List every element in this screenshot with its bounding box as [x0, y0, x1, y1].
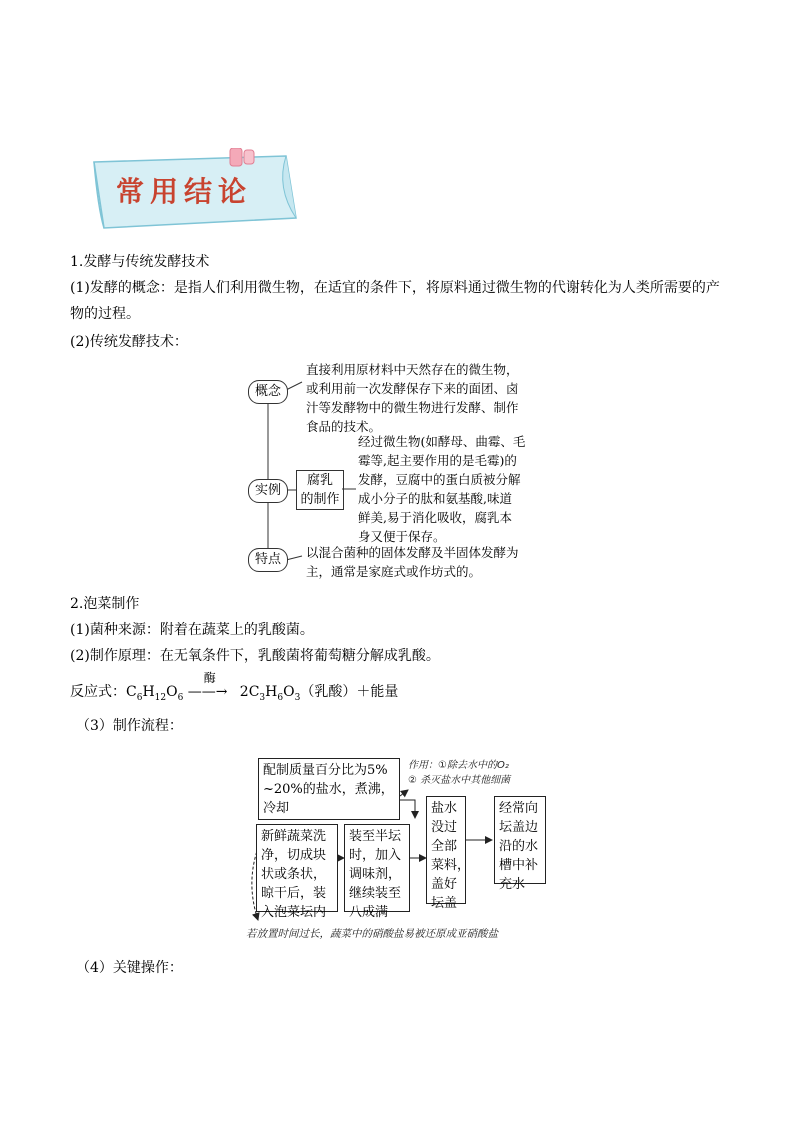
flow-box-fill-jar-line: 八成满	[349, 905, 389, 920]
example-box-line: 腐乳	[306, 473, 333, 488]
flow-box-water-seal-line: 槽中补	[499, 858, 539, 873]
concept-line: 或利用前一次发酵保存下来的面团、卤	[306, 381, 519, 396]
example-line: 成小分子的肽和氨基酸,味道	[358, 491, 512, 506]
flow-box-vegetables-line: 入泡菜坛内	[261, 905, 327, 920]
flow-box-fill-jar-line: 装至半坛	[349, 829, 402, 844]
flow-box-vegetables-line: 晾干后，装	[261, 886, 327, 901]
concept-line: 直接利用原材料中天然存在的微生物，	[306, 362, 519, 377]
concept-label: 概念	[248, 380, 288, 404]
example-line: 身又便于保存。	[358, 529, 446, 544]
example-line: 发酵，豆腐中的蛋白质被分解	[358, 472, 521, 487]
flow-box-water-seal	[494, 796, 546, 892]
example-label: 实例	[248, 479, 288, 503]
section2-p3: （3）制作流程：	[76, 718, 183, 734]
flow-box-cover-brine-line: 坛盖	[431, 896, 458, 911]
flow-box-vegetables-line: 状或条状，	[261, 867, 327, 882]
flow-box-fill-jar-line: 调味剂，	[349, 867, 402, 882]
flow-note-line: ② 杀灭盐水中其他细菌	[408, 775, 511, 786]
example-box	[296, 470, 344, 510]
flow-box-fill-jar-line: 时，加入	[349, 848, 402, 863]
flow-box-brine-line: 配制质量百分比为5%	[263, 763, 388, 778]
section2-p1: (1)菌种来源：附着在蔬菜上的乳酸菌。	[70, 622, 314, 638]
concept-text	[306, 360, 519, 436]
feature-line: 以混合菌种的固体发酵及半固体发酵为	[306, 545, 519, 560]
example-line: 鲜美,易于消化吸收，腐乳本	[358, 510, 512, 525]
section1-p1-line1: (1)发酵的概念：是指人们利用微生物，在适宜的条件下，将原料通过微生物的代谢转化为人类所需要的产	[70, 280, 720, 296]
equation	[70, 671, 399, 708]
section1-heading: 1.发酵与传统发酵技术	[70, 254, 210, 270]
flow-box-cover-brine-line: 盖好	[431, 877, 458, 892]
example-box-line: 的制作	[300, 492, 340, 507]
flow-box-vegetables	[256, 824, 338, 920]
example-line: 经过微生物(如酵母、曲霉、毛	[358, 434, 526, 449]
feature-line: 主，通常是家庭式或作坊式的。	[306, 564, 482, 579]
flow-box-vegetables-line: 净，切成块	[261, 848, 327, 863]
section2-heading: 2.泡菜制作	[70, 596, 140, 612]
equation-product: $2C_3H_6O_3$（乳酸）＋能量	[239, 684, 399, 703]
flow-box-water-seal-line: 充水	[499, 877, 526, 892]
example-text	[358, 432, 525, 546]
section1-p2: (2)传统发酵技术：	[70, 334, 188, 350]
flow-box-cover-brine-line: 盐水	[431, 801, 458, 816]
section2-p4: （4）关键操作：	[76, 960, 183, 976]
flow-box-fill-jar	[344, 824, 410, 920]
flow-bottom-note: 若放置时间过长，蔬菜中的硝酸盐易被还原成亚硝酸盐	[246, 928, 498, 940]
flow-box-water-seal-line: 经常向	[499, 801, 539, 816]
flow-box-water-seal-line: 沿的水	[499, 839, 539, 854]
equation-prefix: 反应式：	[70, 684, 126, 700]
flow-note-line: 作用：①除去水中的O₂	[408, 760, 509, 771]
section2-p2: (2)制作原理：在无氧条件下，乳酸菌将葡萄糖分解成乳酸。	[70, 648, 440, 664]
flow-box-water-seal-line: 坛盖边	[499, 820, 539, 835]
concept-line: 汁等发酵物中的微生物进行发酵、制作	[306, 400, 519, 415]
section1-p1-line2: 物的过程。	[70, 306, 140, 322]
flow-box-cover-brine-line: 全部	[431, 839, 458, 854]
feature-text	[306, 543, 519, 581]
flow-box-cover-brine-line: 没过	[431, 820, 458, 835]
banner-title: 常用结论	[116, 175, 253, 208]
flow-box-brine-line: 冷却	[263, 801, 290, 816]
paper-clip-icon	[230, 148, 254, 166]
equation-reactant: $C_6H_{12}O_6$	[126, 684, 184, 703]
flow-box-cover-brine	[426, 796, 471, 911]
flow-note-effect	[408, 756, 510, 786]
flow-box-brine-line: ~20%的盐水，煮沸，	[263, 782, 394, 797]
concept-line: 食品的技术。	[306, 419, 382, 434]
flow-box-brine	[258, 758, 400, 820]
flow-box-vegetables-line: 新鲜蔬菜洗	[261, 829, 327, 844]
flow-box-cover-brine-line: 菜料，	[431, 858, 471, 873]
feature-label: 特点	[248, 548, 288, 572]
arrow-icon: ——→	[187, 684, 228, 700]
flow-box-fill-jar-line: 继续装至	[349, 886, 402, 901]
example-line: 霉等,起主要作用的是毛霉)的	[358, 453, 517, 468]
equation-catalyst: 酶	[203, 671, 216, 685]
